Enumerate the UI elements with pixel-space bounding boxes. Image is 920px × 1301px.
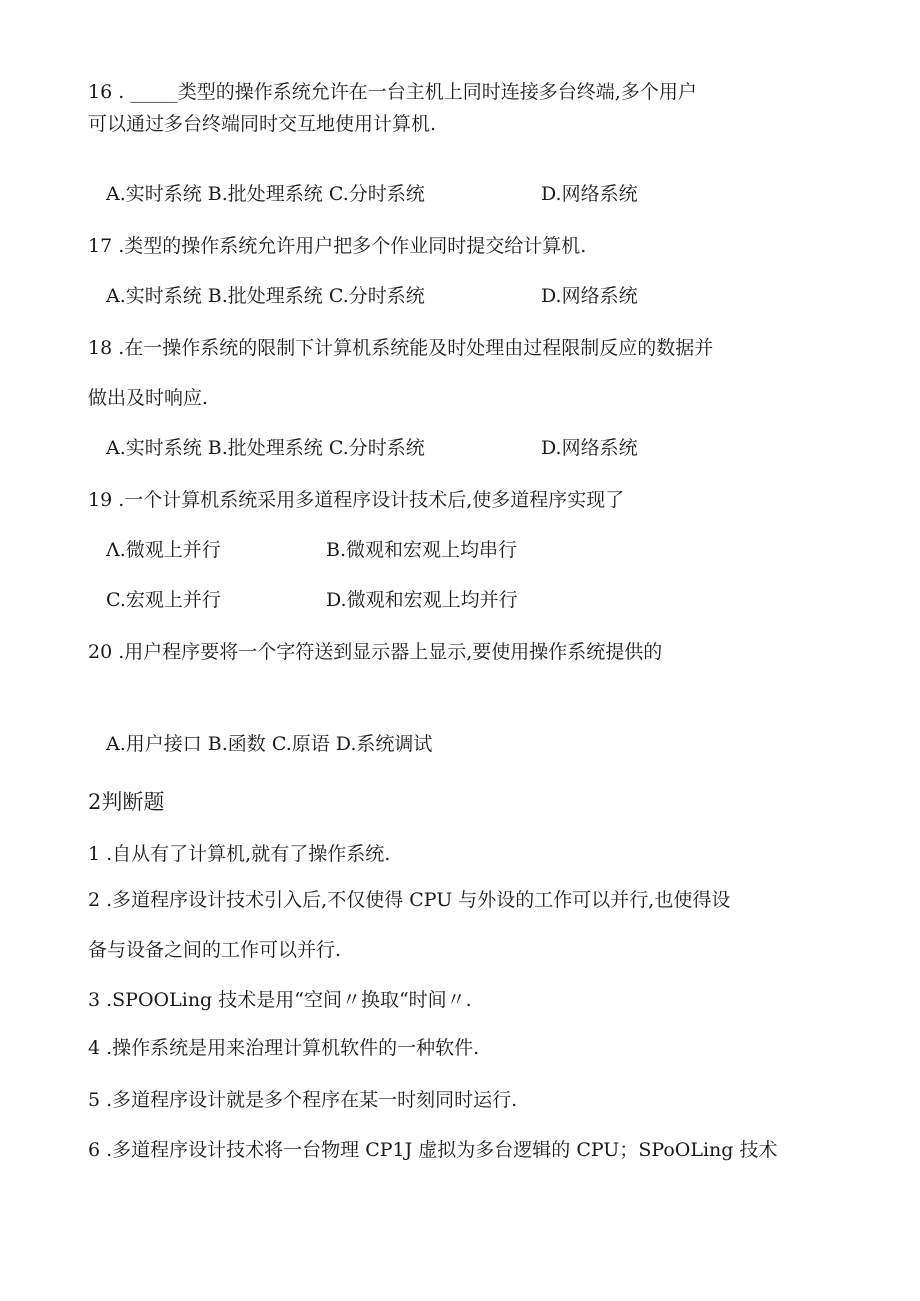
q17-line1: 17 .类型的操作系统允许用户把多个作业同时提交给计算机. xyxy=(88,235,587,257)
q19-option-b: B.微观和宏观上均串行 xyxy=(326,539,518,561)
q18-option-d: D.网络系统 xyxy=(541,437,638,459)
judge-item: 1 .自从有了计算机,就有了操作系统. xyxy=(88,843,391,865)
judge-item-continued: 备与设备之间的工作可以并行. xyxy=(88,939,342,961)
q18-options-abc: A.实时系统 B.批处理系统 C.分时系统 xyxy=(106,437,425,459)
q17-option-d: D.网络系统 xyxy=(541,285,638,307)
q19-option-a: Λ.微观上并行 xyxy=(106,539,221,561)
q20-line1: 20 .用户程序要将一个字符送到显示器上显示,要使用操作系统提供的 xyxy=(88,641,663,663)
q16-option-d: D.网络系统 xyxy=(541,183,638,205)
judge-item: 6 .多道程序设计技术将一台物理 CP1J 虚拟为多台逻辑的 CPU；SPoOLing 技术 xyxy=(88,1139,778,1161)
q19-option-d: D.微观和宏观上均并行 xyxy=(326,589,518,611)
q17-options-abc: A.实时系统 B.批处理系统 C.分时系统 xyxy=(106,285,425,307)
section-heading: 2判断题 xyxy=(88,790,165,814)
q18-line2: 做出及时响应. xyxy=(88,387,209,409)
q16-line2: 可以通过多台终端同时交互地使用计算机. xyxy=(88,113,437,135)
q19-option-c: C.宏观上并行 xyxy=(106,589,221,611)
q18-line1: 18 .在一操作系统的限制下计算机系统能及时处理由过程限制反应的数据并 xyxy=(88,337,714,359)
q20-options: A.用户接口 B.函数 C.原语 D.系统调试 xyxy=(106,733,433,755)
judge-item: 3 .SPOOLing 技术是用“空间〃换取“时间〃. xyxy=(88,989,472,1011)
q16-line1: 16 . _____类型的操作系统允许在一台主机上同时连接多台终端,多个用户 xyxy=(88,81,697,103)
judge-item: 5 .多道程序设计就是多个程序在某一时刻同时运行. xyxy=(88,1089,518,1111)
judge-item: 4 .操作系统是用来治理计算机软件的一种软件. xyxy=(88,1037,480,1059)
q16-options-abc: A.实时系统 B.批处理系统 C.分时系统 xyxy=(106,183,425,205)
judge-item: 2 .多道程序设计技术引入后,不仅使得 CPU 与外设的工作可以并行,也使得设 xyxy=(88,889,731,911)
q19-line1: 19 .一个计算机系统采用多道程序设计技术后,使多道程序实现了 xyxy=(88,489,625,511)
